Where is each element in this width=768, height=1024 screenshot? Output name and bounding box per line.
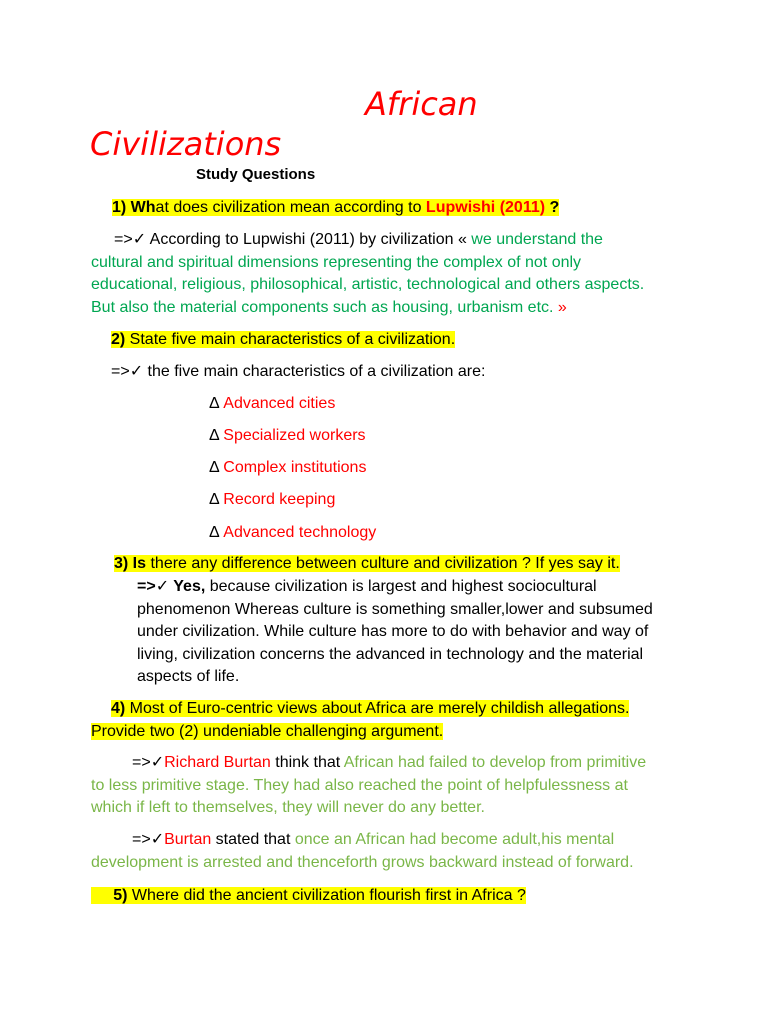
answer-4b-line-2: development is arrested and thenceforth grows backward instead of forward. xyxy=(91,854,634,871)
answer-4a-line-2: to less primitive stage. They had also reached the point of helpfulessness at xyxy=(91,777,628,794)
answer-quote: we understand the xyxy=(471,231,603,248)
list-item xyxy=(209,457,366,479)
answer-text: African had failed to develop from primitive xyxy=(343,754,647,771)
list-item xyxy=(209,393,335,415)
list-item xyxy=(209,425,366,447)
answer-prefix: =>✓ xyxy=(132,831,165,848)
answer-prefix: =>✓ xyxy=(132,754,165,771)
delta-bullet: Δ xyxy=(209,459,219,476)
list-item-text: Complex institutions xyxy=(223,459,367,476)
delta-bullet: Δ xyxy=(209,427,219,444)
answer-4a-line-1 xyxy=(132,752,646,775)
list-item-text: Specialized workers xyxy=(223,427,366,444)
answer-1-line-4 xyxy=(91,297,567,320)
question-3 xyxy=(114,553,620,576)
answer-verb: think that xyxy=(270,754,344,771)
question-text: Most of Euro-centric views about Africa are merely childish allegations. xyxy=(125,700,630,717)
list-item-text: Advanced cities xyxy=(223,395,336,412)
answer-3-line-1 xyxy=(137,576,597,599)
question-text: Where did the ancient civilization flourish first in Africa ? xyxy=(127,887,526,904)
answer-1-line-2: cultural and spiritual dimensions representing the complex of not only xyxy=(91,254,582,271)
list-item-text: Advanced technology xyxy=(223,524,377,541)
list-item xyxy=(209,489,335,511)
answer-3-line-2: phenomenon Whereas culture is something smaller,lower and subsumed xyxy=(137,601,653,618)
answer-4a-line-3: which if left to themselves, they will never do any better. xyxy=(91,799,485,816)
answer-name: Richard Burtan xyxy=(164,754,271,771)
answer-quote-close: » xyxy=(557,299,567,316)
answer-4b-line-1 xyxy=(132,829,614,852)
answer-2-intro: =>✓ the five main characteristics of a civilization are: xyxy=(111,363,486,380)
delta-bullet: Δ xyxy=(209,395,219,412)
answer-1-line-1 xyxy=(114,229,603,252)
question-number: 3) xyxy=(114,555,129,572)
question-text: there any difference between culture and civilization ? If yes say it. xyxy=(146,555,620,572)
question-reference: Lupwishi (2011) xyxy=(425,199,546,216)
answer-3-line-5: aspects of life. xyxy=(137,668,240,685)
question-1 xyxy=(112,197,559,220)
answer-1-line-3: educational, religious, philosophical, artistic, technological and others aspects. xyxy=(91,276,645,293)
question-end: ? xyxy=(545,199,560,216)
answer-prefix: =>✓ According to Lupwishi (2011) by civilization « xyxy=(114,231,472,248)
title-line-2: Civilizations xyxy=(90,125,282,163)
answer-prefix: =>✓ Yes, xyxy=(137,578,206,595)
answer-text: because civilization is largest and highest sociocultural xyxy=(205,578,597,595)
question-number: 5) xyxy=(113,887,128,904)
answer-text: once an African had become adult,his mental xyxy=(294,831,615,848)
question-text: at does civilization mean according to xyxy=(155,199,426,216)
title-line-1: African xyxy=(365,85,478,123)
answer-3-line-3: under civilization. While culture has more to do with behavior and way of xyxy=(137,623,649,640)
subtitle: Study Questions xyxy=(196,166,316,183)
answer-verb: stated that xyxy=(211,831,295,848)
question-number: 1) Wh xyxy=(112,199,156,216)
list-item xyxy=(209,522,376,544)
question-4-line-1 xyxy=(111,698,629,721)
list-item-text: Record keeping xyxy=(223,491,336,508)
question-text: State five main characteristics of a civilization. xyxy=(125,331,456,348)
question-text: Provide two (2) undeniable challenging argument. xyxy=(91,723,444,740)
answer-quote: But also the material components such as housing, urbanism etc. xyxy=(91,299,558,316)
answer-name: Burtan xyxy=(164,831,212,848)
question-lead: Is xyxy=(128,555,147,572)
delta-bullet: Δ xyxy=(209,491,219,508)
answer-3-line-4: living, civilization concerns the advanced in technology and the material xyxy=(137,646,644,663)
question-5 xyxy=(91,885,526,908)
question-4-line-2 xyxy=(91,721,443,744)
delta-bullet: Δ xyxy=(209,524,219,541)
question-number: 4) xyxy=(111,700,126,717)
question-number: 2) xyxy=(111,331,126,348)
question-2 xyxy=(111,329,455,352)
